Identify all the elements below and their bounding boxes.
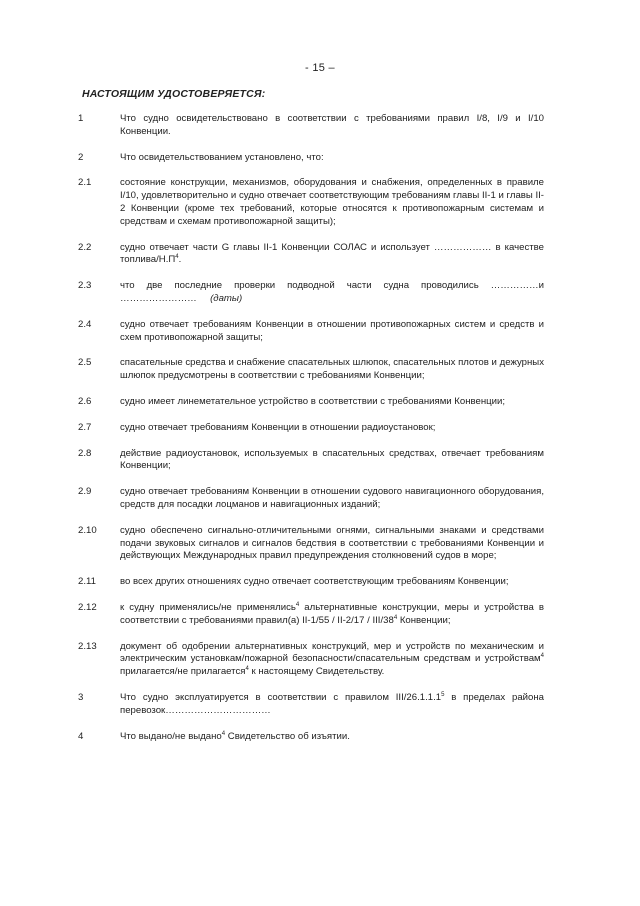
item-text-part: что две последние проверки подводной части судна проводились ……………и …………………… [120, 280, 544, 304]
item-text-part: прилагается/не прилагается [120, 666, 246, 678]
item-text: состояние конструкции, механизмов, оборудования и снабжения, определенных в правиле I/10, удовлетворительно и судно отвечает соответствующим требованиям главы II-1 и главы II-2 Конвенции (кроме тех требований, которые относятся к противопожарным системам и средствам и схемам противопожарной защиты); [120, 177, 544, 227]
item-text [120, 280, 544, 306]
item-text-part: альтернативные конструкции, меры и устройства в соответствии с требованиями правил(а) II-1/55 / II-2/17 / III/38 [120, 601, 544, 626]
list-item [0, 576, 640, 589]
item-number: 2.4 [78, 318, 92, 330]
item-text [120, 641, 544, 679]
item-number: 2.3 [78, 280, 92, 292]
list-item [0, 692, 640, 718]
item-number: 2.6 [78, 395, 92, 407]
page-number: - 15 – [305, 62, 335, 74]
item-text-part: в пределах района перевозок…………………………… [120, 691, 544, 716]
item-text-part: Что выдано/не выдано [120, 730, 222, 742]
item-text: судно отвечает требованиям Конвенции в отношении радиоустановок; [120, 421, 436, 433]
list-item [0, 422, 640, 435]
item-number: 2.11 [78, 576, 96, 588]
item-number: 2 [78, 151, 84, 163]
list-item [0, 357, 640, 383]
list-item [0, 448, 640, 474]
item-text [120, 242, 544, 268]
item-text [120, 731, 544, 744]
item-text-part: Что судно эксплуатируется в соответствии с правилом III/26.1.1.1 [120, 691, 442, 703]
footnote-ref: 4 [175, 254, 179, 261]
item-text-part: судно отвечает части G главы II-1 Конвенции СОЛАС и использует ……………… в качестве топлива/Н.П [120, 241, 544, 266]
item-text: судно имеет линеметательное устройство в соответствии с требованиями Конвенции; [120, 395, 506, 407]
item-number: 2.13 [78, 640, 97, 652]
dates-note: (даты) [210, 292, 243, 304]
list-item [0, 319, 640, 345]
item-text: действие радиоустановок, используемых в спасательных средствах, отвечает требованиям Конвенции; [120, 447, 544, 472]
item-number: 2.1 [78, 177, 92, 189]
footnote-ref: 4 [221, 730, 226, 737]
item-number: 3 [78, 691, 84, 703]
list-item [0, 731, 640, 744]
list-item [0, 280, 640, 306]
item-number: 2.2 [78, 241, 92, 253]
item-text-part: . [178, 254, 182, 266]
item-number: 2.8 [78, 447, 92, 459]
item-text-part: документ об одобрении альтернативных конструкций, мер и устройств по механическим и электрическим установкам/пожарной безопасности/спасательным средствам и устройствам [120, 640, 544, 665]
certification-items-list [0, 113, 640, 756]
item-text: судно отвечает требованиям Конвенции в отношении судового навигационного оборудования, средств для посадки лоцманов и навигационных изданий; [120, 486, 544, 510]
list-item [0, 152, 640, 165]
item-text: Что судно освидетельствовано в соответствии с требованиями правил I/8, I/9 и I/10 Конвенции. [120, 113, 544, 137]
list-item [0, 177, 640, 228]
item-text [120, 602, 544, 628]
item-text-part: к судну применялись/не применялись [120, 601, 296, 613]
footnote-ref: 4 [393, 614, 398, 621]
item-number: 2.12 [78, 601, 97, 613]
item-text-part: к настоящему Свидетельству. [248, 666, 385, 678]
footnote-ref: 4 [540, 653, 544, 660]
list-item [0, 396, 640, 409]
item-text-part: Конвенции; [397, 614, 451, 626]
item-text: спасательные средства и снабжение спасательных шлюпок, спасательных плотов и дежурных шлюпок предусмотрены в соответствии с требованиями Конвенции; [120, 357, 544, 382]
document-heading: НАСТОЯЩИМ УДОСТОВЕРЯЕТСЯ: [82, 88, 266, 100]
item-number: 2.9 [78, 486, 92, 498]
list-item [0, 486, 640, 512]
item-number: 2.5 [78, 357, 92, 369]
list-item [0, 602, 640, 628]
item-number: 4 [78, 730, 84, 742]
footnote-ref: 5 [441, 691, 445, 698]
item-text: судно отвечает требованиям Конвенции в отношении противопожарных систем и средств и схем противопожарной защиты; [120, 318, 544, 343]
footnote-ref: 4 [295, 601, 300, 608]
item-number: 1 [78, 113, 84, 124]
item-number: 2.10 [78, 524, 97, 536]
footnote-ref: 4 [245, 665, 249, 672]
list-item [0, 113, 640, 139]
list-item [0, 242, 640, 268]
item-text: во всех других отношениях судно отвечает соответствующим требованиям Конвенции; [120, 576, 509, 588]
list-item [0, 525, 640, 563]
item-text: Что освидетельствованием установлено, что: [120, 151, 324, 163]
list-item [0, 641, 640, 679]
item-text-part: Свидетельство об изъятии. [225, 730, 350, 742]
item-text: судно обеспечено сигнально-отличительными огнями, сигнальными знаками и средствами подачи звуковых сигналов и сигналов бедствия в соответствии с требованиями Конвенции и действующих Международных правил предупреждения столкновений судов в море; [120, 524, 544, 562]
item-text [120, 692, 544, 718]
item-number: 2.7 [78, 421, 92, 433]
